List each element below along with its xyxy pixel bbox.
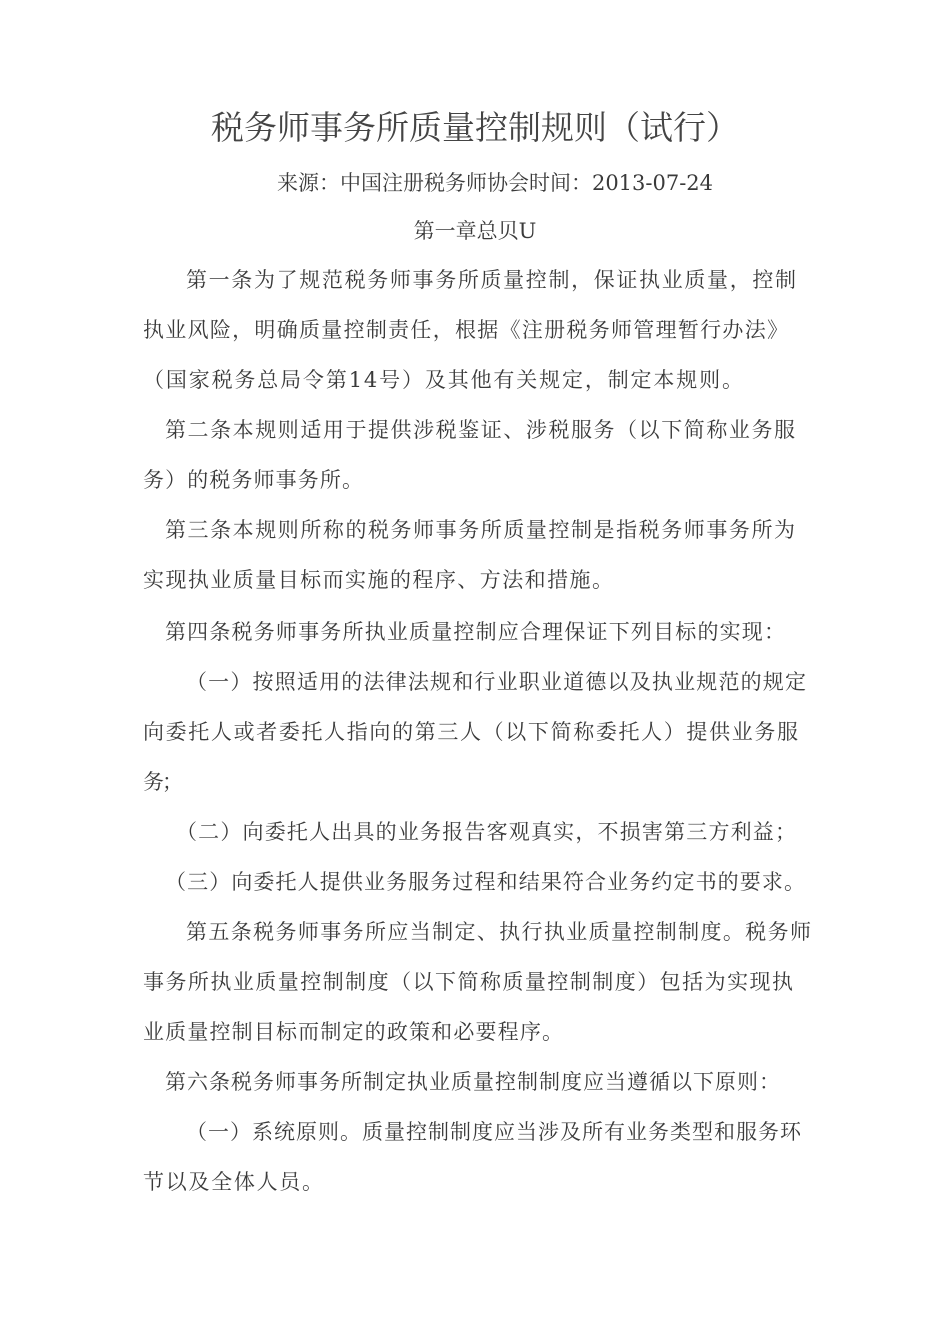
article-5-line-3: 业质量控制目标而制定的政策和必要程序。 (143, 1020, 565, 1044)
article-4-item-2: （二）向委托人出具的业务报告客观真实，不损害第三方利益； (176, 820, 798, 844)
article-1-line-3: （国家税务总局令第14号）及其他有关规定，制定本规则。 (143, 368, 745, 392)
article-4-item-1-line-2: 向委托人或者委托人指向的第三人（以下简称委托人）提供业务服 (143, 720, 800, 744)
article-6-item-1-line-2: 节以及全体人员。 (143, 1170, 325, 1194)
article-5-line-1: 第五条税务师事务所应当制定、执行执业质量控制制度。税务师 (186, 920, 813, 944)
document-title: 税务师事务所质量控制规则（试行） (211, 108, 739, 147)
article-2-line-1: 第二条本规则适用于提供涉税鉴证、涉税服务（以下简称业务服 (165, 418, 797, 442)
article-1-line-2: 执业风险，明确质量控制责任，根据《注册税务师管理暂行办法》 (143, 318, 790, 342)
article-4-item-1-line-3: 务； (143, 770, 181, 794)
article-3-line-1: 第三条本规则所称的税务师事务所质量控制是指税务师事务所为 (165, 518, 797, 542)
article-6-line-1: 第六条税务师事务所制定执业质量控制制度应当遵循以下原则： (165, 1070, 781, 1094)
article-4-line-1: 第四条税务师事务所执业质量控制应合理保证下列目标的实现： (165, 620, 787, 644)
article-5-line-2: 事务所执业质量控制制度（以下简称质量控制制度）包括为实现执 (143, 970, 795, 994)
article-4-item-1-line-1: （一）按照适用的法律法规和行业职业道德以及执业规范的规定 (186, 670, 808, 694)
article-1-line-1: 第一条为了规范税务师事务所质量控制，保证执业质量，控制 (186, 268, 798, 292)
article-4-item-3: （三）向委托人提供业务服务过程和结果符合业务约定书的要求。 (165, 870, 807, 894)
article-6-item-1-line-1: （一）系统原则。质量控制制度应当涉及所有业务类型和服务环 (186, 1120, 802, 1144)
source-line: 来源：中国注册税务师协会时间：2013-07-24 (276, 171, 714, 195)
article-2-line-2: 务）的税务师事务所。 (143, 468, 365, 492)
chapter-heading: 第一章总贝U (413, 219, 537, 243)
article-3-line-2: 实现执业质量目标而实施的程序、方法和措施。 (143, 568, 615, 592)
